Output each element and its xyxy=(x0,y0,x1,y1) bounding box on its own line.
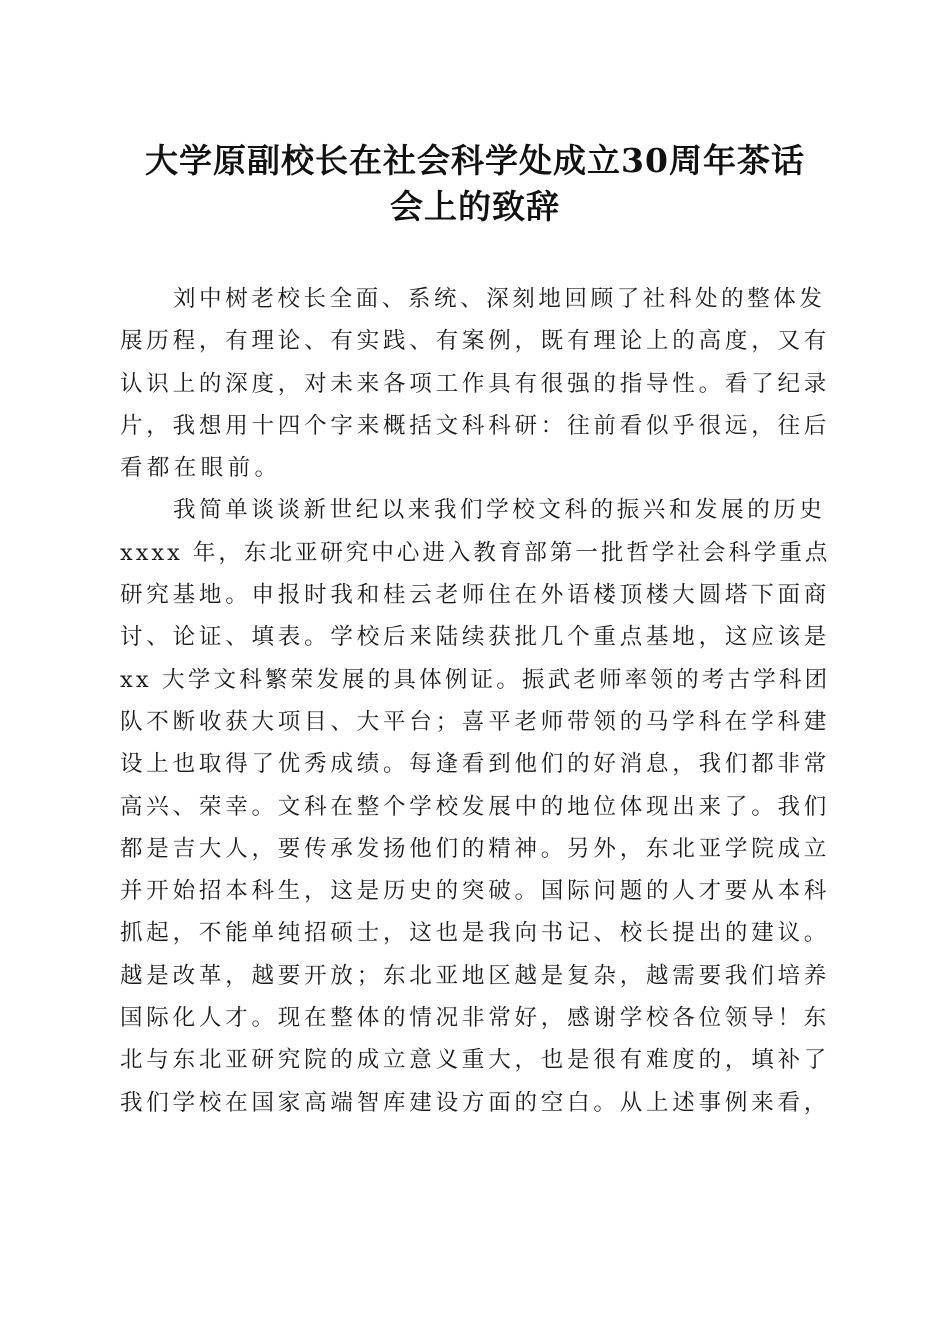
title-line: 大学原副校长在社会科学处成立30周年茶话 xyxy=(145,141,805,180)
text-line: 国际化人才。现在整体的情况非常好，感谢学校各位领导！东 xyxy=(120,1005,831,1032)
text-line: 研究基地。申报时我和桂云老师住在外语楼顶楼大圆塔下面商 xyxy=(120,582,831,609)
text-line: 我简单谈谈新世纪以来我们学校文科的振兴和发展的历史 xyxy=(173,497,826,524)
text-line: 展历程，有理论、有实践、有案例，既有理论上的高度，又有 xyxy=(120,328,831,355)
text-line: 都是吉大人，要传承发扬他们的精神。另外，东北亚学院成立 xyxy=(120,835,831,862)
text-line: 刘中树老校长全面、系统、深刻地回顾了社科处的整体发 xyxy=(173,286,826,312)
title-line: 会上的致辞 xyxy=(390,187,560,226)
text-line: 我们学校在国家高端智库建设方面的空白。从上述事例来看， xyxy=(120,1089,831,1116)
text-line: 抓起，不能单纯招硕士，这也是我向书记、校长提出的建议。 xyxy=(120,920,831,947)
text-line: 越是改革，越要开放；东北亚地区越是复杂，越需要我们培养 xyxy=(120,962,831,989)
text-line: xx 大学文科繁荣发展的具体例证。振武老师率领的考古学科团 xyxy=(120,666,831,693)
text-line: 认识上的深度，对未来各项工作具有很强的指导性。看了纪录 xyxy=(120,370,831,397)
document-body xyxy=(120,278,830,1124)
document-title xyxy=(110,138,840,230)
paragraph-1 xyxy=(120,278,830,489)
text-line: 看都在眼前。 xyxy=(120,455,282,482)
text-line: 北与东北亚研究院的成立意义重大，也是很有难度的，填补了 xyxy=(120,1047,831,1074)
text-line: 讨、论证、填表。学校后来陆续获批几个重点基地，这应该是 xyxy=(120,624,831,651)
text-line: 高兴、荣幸。文科在整个学校发展中的地位体现出来了。我们 xyxy=(120,793,831,820)
text-line: 设上也取得了优秀成绩。每逢看到他们的好消息，我们都非常 xyxy=(120,751,831,778)
text-line: 队不断收获大项目、大平台；喜平老师带领的马学科在学科建 xyxy=(120,708,831,735)
paragraph-2 xyxy=(120,489,830,1123)
text-line: 并开始招本科生，这是历史的突破。国际问题的人才要从本科 xyxy=(120,878,831,905)
text-line: 片，我想用十四个字来概括文科科研：往前看似乎很远，往后 xyxy=(120,412,831,439)
text-line: xxxx 年，东北亚研究中心进入教育部第一批哲学社会科学重点 xyxy=(120,539,831,566)
